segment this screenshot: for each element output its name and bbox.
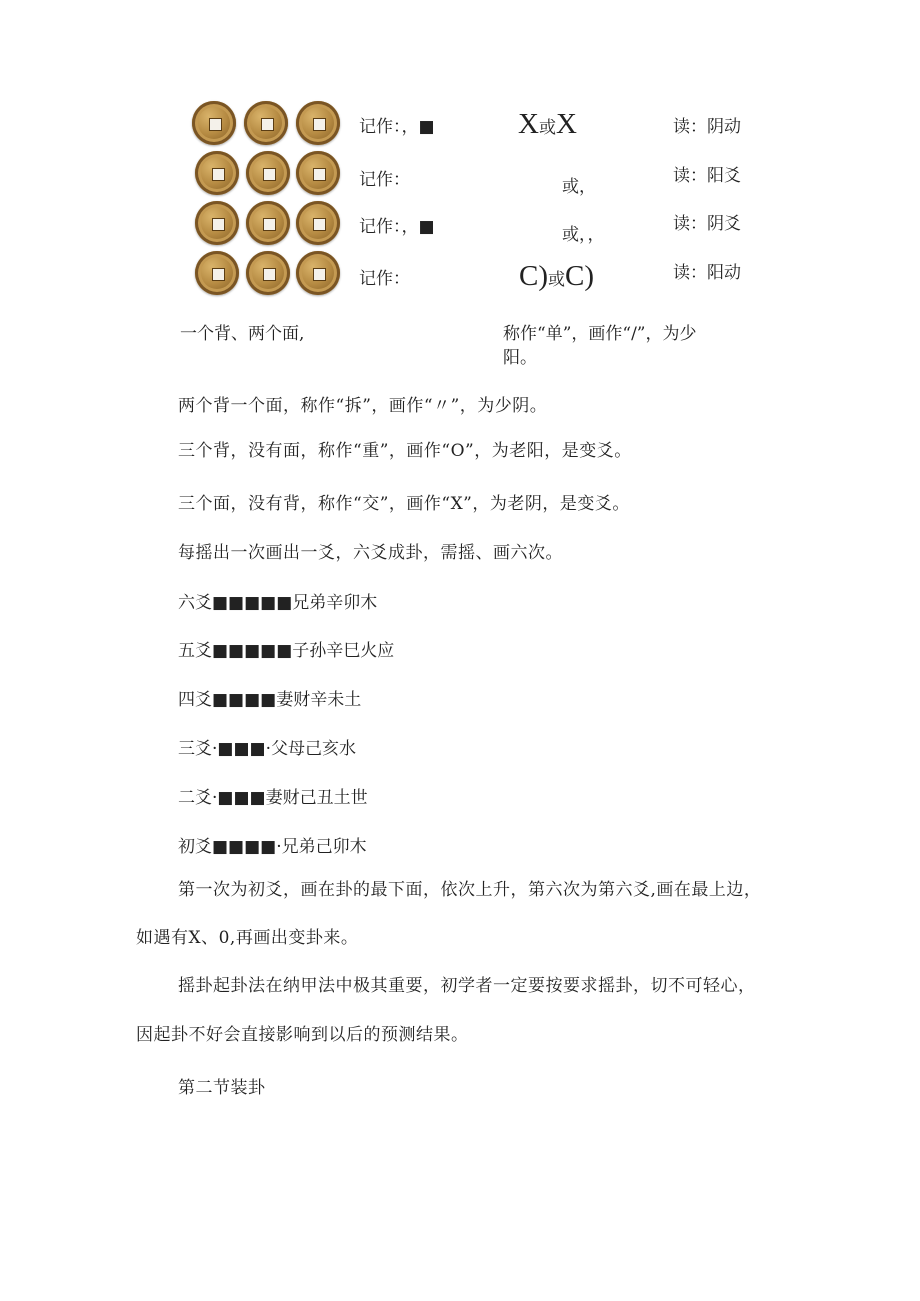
or-text: 或，， — [562, 225, 605, 245]
yao-line-3: 三爻·■■■·父母己亥水 — [178, 739, 356, 759]
coin-row-read: 读：阴动 — [673, 117, 741, 137]
or-text: 或 — [548, 270, 565, 290]
paragraph-zhong: 三个背，没有面，称作“重”，画作“O”，为老阳，是变爻。 — [178, 441, 632, 461]
paragraph-importance: 摇卦起卦法在纳甲法中极其重要，初学者一定要按要求摇卦，切不可轻心， — [178, 976, 756, 996]
coin-icon — [296, 101, 340, 145]
coin-icon — [244, 101, 288, 145]
coin-row-record: 记作： — [359, 269, 410, 289]
single-right-text: 称作“单”，画作“/”，为少 — [503, 324, 697, 344]
paragraph-importance-cont: 因起卦不好会直接影响到以后的预测结果。 — [136, 1025, 469, 1045]
coin-icon — [246, 151, 290, 195]
paragraph-order: 第一次为初爻，画在卦的最下面，依次上升，第六次为第六爻,画在最上边， — [178, 880, 762, 900]
coin-icon — [246, 201, 290, 245]
coin-row-read: 读：阳爻 — [673, 166, 741, 186]
or-text: 或， — [562, 177, 596, 197]
single-left-text: 一个背、两个面, — [180, 324, 305, 344]
coin-row-read: 读：阳动 — [673, 263, 741, 283]
symbol-b: C) — [565, 260, 594, 292]
coin-row-record: 记作：，■ — [359, 117, 435, 137]
yao-line-5: 五爻■■■■■子孙辛巳火应 — [178, 641, 395, 661]
paragraph-chai: 两个背一个面，称作“拆”，画作“〃”，为少阴。 — [178, 396, 548, 416]
coin-icon — [296, 151, 340, 195]
coin-row-symbols — [562, 217, 605, 246]
yao-line-4: 四爻■■■■妻财辛未土 — [178, 690, 362, 710]
symbol-a: X — [518, 108, 539, 140]
coin-icon — [195, 251, 239, 295]
yao-line-2: 二爻·■■■妻财己丑土世 — [178, 788, 368, 808]
coin-icon — [195, 201, 239, 245]
yao-line-1: 初爻■■■■·兄弟己卯木 — [178, 837, 367, 857]
section-title: 第二节装卦 — [178, 1078, 266, 1098]
coin-row-symbols — [519, 262, 594, 291]
coin-icon — [192, 101, 236, 145]
single-right-text-cont: 阳。 — [503, 348, 537, 368]
coin-row-symbols — [562, 169, 596, 198]
coin-row-symbols — [518, 110, 577, 139]
paragraph-order-cont: 如遇有X、0,再画出变卦来。 — [136, 928, 359, 948]
coin-row-record: 记作：，■ — [359, 217, 435, 237]
coin-icon — [296, 251, 340, 295]
coin-icon — [195, 151, 239, 195]
yao-line-6: 六爻■■■■■兄弟辛卯木 — [178, 593, 378, 613]
coin-icon — [296, 201, 340, 245]
symbol-a: C) — [519, 260, 548, 292]
paragraph-jiao: 三个面，没有背，称作“交”，画作“X”，为老阴，是变爻。 — [178, 494, 630, 514]
coin-icon — [246, 251, 290, 295]
coin-grid-image — [192, 101, 342, 297]
coin-row-read: 读：阴爻 — [673, 214, 741, 234]
paragraph-shake: 每摇出一次画出一爻，六爻成卦，需摇、画六次。 — [178, 543, 563, 563]
or-text: 或 — [538, 118, 556, 138]
coin-row-record: 记作： — [359, 170, 410, 190]
symbol-b: X — [555, 108, 577, 140]
